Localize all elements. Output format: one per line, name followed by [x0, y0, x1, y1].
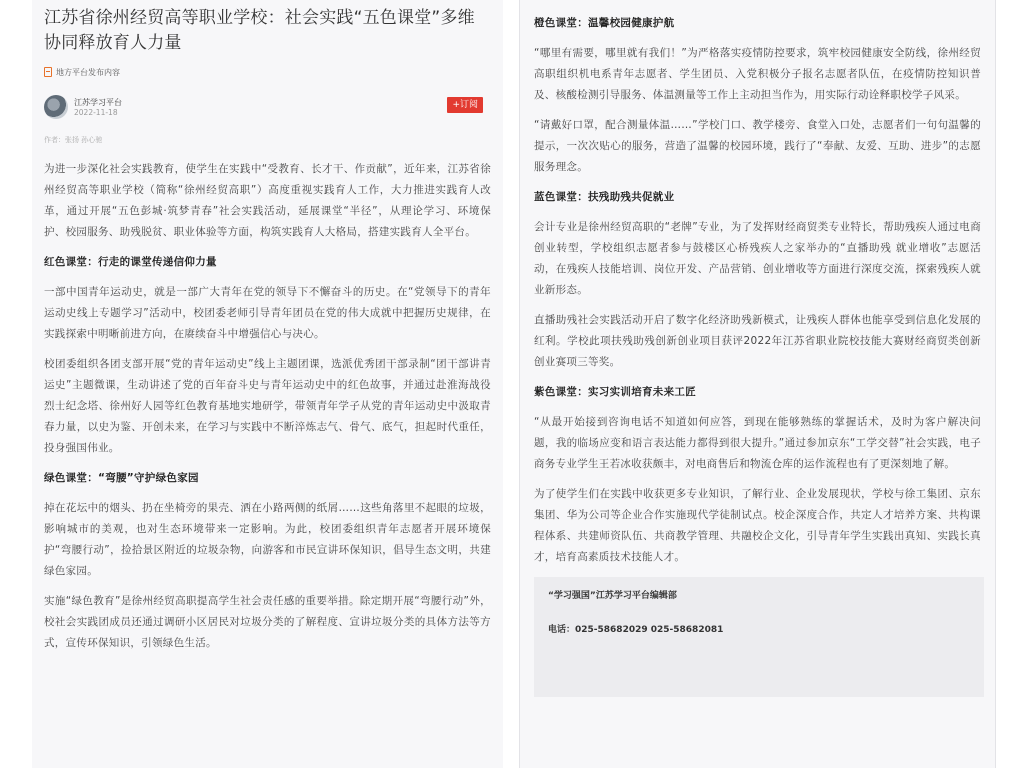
author-row	[44, 93, 491, 121]
avatar[interactable]	[44, 95, 68, 119]
paragraph: 直播助残社会实践活动开启了数字化经济助残新模式，让残疾人群体也能享受到信息化发展的红利。学校此项扶残助残创新创业项目获评2022年江苏省职业院校技能大赛财经商贸类创新创业赛项三等奖。	[534, 314, 981, 368]
article-right-column	[519, 0, 996, 768]
article-body-right	[534, 13, 981, 568]
author-meta	[74, 97, 122, 118]
author-name[interactable]: 江苏学习平台	[74, 97, 122, 107]
paragraph: 为进一步深化社会实践教育，使学生在实践中“受教育、长才干、作贡献”，近年来，江苏省徐州经贸高等职业学校（简称“徐州经贸高职”）高度重视实践育人工作，大力推进实践育人改革，通过开展“五色彭城·筑梦青春”社会实践活动，延展课堂“半径”，从理论学习、环境保护、校园服务、助残脱贫、职业体验等方面，构筑实践育人大格局，搭建实践育人全平台。	[44, 163, 491, 238]
paragraph: “从最开始接到咨询电话不知道如何应答，到现在能够熟练的掌握话术，及时为客户解决问题，我的临场应变和语言表达能力都得到很大提升。”通过参加京东“工学交替”社会实践，电子商务专业学生王若冰收获颇丰，对电商售后和物流仓库的运作流程也有了更深刻地了解。	[534, 416, 981, 470]
section-heading: 绿色课堂：“弯腰”守护绿色家园	[44, 472, 199, 484]
paragraph: 会计专业是徐州经贸高职的“老牌”专业，为了发挥财经商贸类专业特长，帮助残疾人通过电商创业转型，学校组织志愿者参与鼓楼区心桥残疾人之家举办的“直播助残 就业增收”志愿活动，在残疾人技能培训、岗位开发、产品营销、创业增收等方面进行深度交流，探索残疾人就业新形态。	[534, 221, 981, 296]
paragraph: “请戴好口罩，配合测量体温……”学校门口、教学楼旁、食堂入口处，志愿者们一句句温馨的提示，一次次贴心的服务，营造了温馨的校园环境，践行了“奉献、友爱、互助、进步”的志愿服务理念。	[534, 119, 981, 173]
paragraph: “哪里有需要，哪里就有我们！”为严格落实疫情防控要求，筑牢校园健康安全防线，徐州经贸高职组织机电系青年志愿者、学生团员、入党积极分子报名志愿者队伍，在疫情防控知识普及、核酸检测引导服务、体温测量等工作上主动担当作为，用实际行动诠释职校学子风采。	[534, 47, 981, 101]
source-label: 地方平台发布内容	[56, 67, 120, 77]
publish-date: 2022-11-18	[74, 107, 118, 117]
paragraph: 校团委组织各团支部开展“党的青年运动史”线上主题团课，选派优秀团干部录制“团干部讲青运史”主题微课，生动讲述了党的百年奋斗史与青年运动史中的红色故事，并通过赴淮海战役烈士纪念塔、徐州好人园等红色教育基地实地研学，带领青年学子从党的青年运动史中汲取青春力量，以史为鉴、开创未来，在学习与实践中不断淬炼志气、骨气、底气，担起时代重任，投身强国伟业。	[44, 358, 491, 454]
section-heading: 蓝色课堂：扶残助残共促就业	[534, 191, 675, 203]
paragraph: 一部中国青年运动史，就是一部广大青年在党的领导下不懈奋斗的历史。在“党领导下的青年运动史线上专题学习”活动中，校团委老师引导青年团员在党的伟大成就中把握历史规律，在实践探索中明晰前进方向，在赓续奋斗中增强信心与决心。	[44, 286, 491, 340]
byline: 作者：张扬 孙心驰	[44, 136, 103, 144]
section-heading: 橙色课堂：温馨校园健康护航	[534, 17, 675, 29]
paragraph: 为了使学生们在实践中收获更多专业知识，了解行业、企业发展现状，学校与徐工集团、京东集团、华为公司等企业合作实施现代学徒制试点。校企深度合作，共定人才培养方案、共构课程体系、共建师资队伍、共商教学管理、共融校企文化，引导青年学生实践出真知、实践长真才，培育高素质技术技能人才。	[534, 488, 981, 563]
paragraph: 实施“绿色教育”是徐州经贸高职提高学生社会责任感的重要举措。除定期开展“弯腰行动”外，校社会实践团成员还通过调研小区居民对垃圾分类的了解程度、宣讲垃圾分类的具体方法等方式，宣传环保知识，引领绿色生活。	[44, 595, 491, 649]
article-title: 江苏省徐州经贸高等职业学校：社会实践“五色课堂”多维协同释放育人力量	[44, 8, 475, 53]
article-body-left	[44, 159, 491, 654]
paragraph: 掉在花坛中的烟头、扔在坐椅旁的果壳、洒在小路两侧的纸屑……这些角落里不起眼的垃圾，影响城市的美观，也对生态环境带来一定影响。为此，校团委组织青年志愿者开展环境保护“弯腰行动”，捡拾景区附近的垃圾杂物，向游客和市民宣讲环保知识，倡导生态文明，共建绿色家园。	[44, 502, 491, 577]
section-heading: 紫色课堂：实习实训培育未来工匠	[534, 386, 696, 398]
subscribe-button[interactable]: +订阅	[447, 97, 483, 113]
editor-info-box	[534, 577, 984, 697]
editor-name: “学习强国”江苏学习平台编辑部	[548, 591, 677, 601]
section-heading: 红色课堂：行走的课堂传递信仰力量	[44, 256, 217, 268]
article-left-column	[32, 0, 503, 768]
source-line	[44, 65, 491, 79]
editor-phone: 电话：025-58682029 025-58682081	[548, 625, 724, 635]
document-icon	[44, 67, 52, 77]
